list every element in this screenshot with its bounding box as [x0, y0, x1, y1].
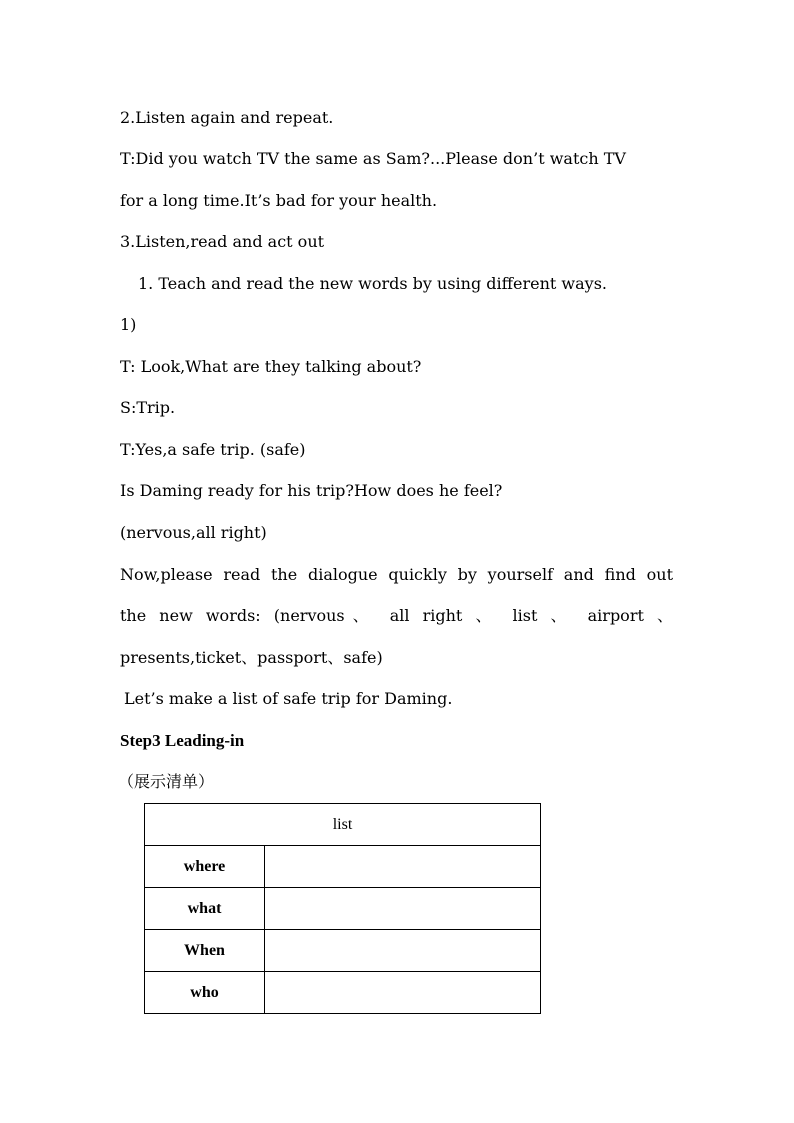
text-line-health-advice: for a long time.It’s bad for your health.: [120, 191, 438, 210]
text-line-new-words: the new words: (nervous、 all right 、 list 、 airport 、: [120, 606, 673, 625]
table-row: [145, 846, 541, 888]
text-line-listen-again: 2.Listen again and repeat.: [120, 108, 334, 127]
table-row-value: [265, 972, 541, 1014]
list-table: [144, 803, 541, 1014]
table-row-value: [265, 930, 541, 972]
text-line-item-1: 1): [120, 315, 137, 334]
table-row-value: [265, 888, 541, 930]
text-line-nervous-all-right: (nervous,all right): [120, 523, 267, 542]
table-header-cell: list: [145, 804, 541, 846]
text-line-presents-ticket: presents,ticket、passport、safe): [120, 648, 383, 667]
table-row-label: what: [145, 888, 265, 930]
table-row-label: who: [145, 972, 265, 1014]
table-header-row: [145, 804, 541, 846]
text-line-listen-read-act: 3.Listen,read and act out: [120, 232, 325, 251]
text-line-daming-ready: Is Daming ready for his trip?How does he feel?: [120, 481, 503, 500]
text-line-student-answer: S:Trip.: [120, 398, 176, 417]
table-row: [145, 972, 541, 1014]
text-line-look-question: T: Look,What are they talking about?: [120, 357, 422, 376]
table-row: [145, 888, 541, 930]
text-line-read-dialogue: Now,please read the dialogue quickly by yourself and find out: [120, 565, 673, 584]
table-row-value: [265, 846, 541, 888]
text-line-teach-new-words: 1. Teach and read the new words by using different ways.: [138, 274, 607, 293]
table-row-label: where: [145, 846, 265, 888]
step-heading: Step3 Leading-in: [120, 731, 245, 750]
table-row-label: When: [145, 930, 265, 972]
text-line-safe-trip: T:Yes,a safe trip. (safe): [120, 440, 306, 459]
show-list-note: （展示清单）: [118, 772, 215, 791]
text-line-make-list: Let’s make a list of safe trip for Daming.: [124, 689, 453, 708]
text-line-teacher-question: T:Did you watch TV the same as Sam?...Please don’t watch TV: [120, 149, 626, 168]
table-row: [145, 930, 541, 972]
